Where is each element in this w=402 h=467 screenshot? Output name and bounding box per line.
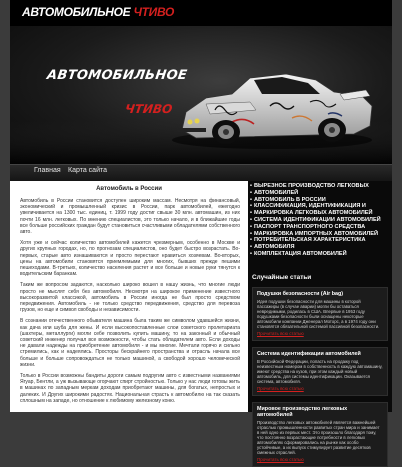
read-more-link[interactable]: Прочитать всю статью xyxy=(257,330,304,336)
logo-text-accent: ЧТИВО xyxy=(133,5,175,19)
header xyxy=(10,0,392,26)
article-content xyxy=(10,181,248,412)
card-title: Подушки безопасности (Air bag) xyxy=(257,290,344,297)
card-title: Система идентификации автомобилей xyxy=(257,350,361,357)
sidebar-menu-item[interactable]: • АВТОМОБИЛЯ xyxy=(250,244,392,251)
banner-subtitle: ЧТИВО xyxy=(124,102,174,116)
logo-text-main: АВТОМОБИЛЬНОЕ xyxy=(22,5,131,19)
card-title: Мировое производство легковых автомобилей xyxy=(257,405,348,418)
article-paragraph: Автомобиль в России становится доступен широким массам. Несмотря на финансовый, экономический и промышленный кризис в России, парк автомобилей, ежегодно увеличивается на 1300 тыс. единиц, т. 1999 году достиг свыше 30 млн. автомашин, из них почти 16 млн. легковых. По мнению специалистов, это только начало, и в ближайшие годы все больше российских граждан будут становиться счастливыми обладателями собственного авто. xyxy=(20,198,240,236)
sidebar-menu-item[interactable]: • ПАСПОРТ ТРАНСПОРТНОГО СРЕДСТВА xyxy=(250,224,392,231)
sidebar-menu-item[interactable]: • ПОТРЕБИТЕЛЬСКАЯ ХАРАКТЕРИСТИКА xyxy=(250,237,392,244)
read-more-link[interactable]: Прочитать всю статью xyxy=(257,456,304,462)
article-title: Автомобиль в России xyxy=(96,186,162,192)
sidebar-menu-item[interactable]: • АВТОМОБИЛЕЙ xyxy=(250,190,392,197)
banner-title: АВТОМОБИЛЬНОЕ xyxy=(45,68,189,83)
sidebar-menu-item[interactable]: • МАРКИРОВКА ИМПОРТНЫХ АВТОМОБИЛЕЙ xyxy=(250,231,392,238)
header-banner xyxy=(10,26,392,164)
sidebar xyxy=(248,181,392,462)
random-article-card xyxy=(252,347,388,396)
sidebar-menu-item[interactable]: • ВЫРЕЗНОЕ ПРОИЗВОДСТВО ЛЕГКОВЫХ xyxy=(250,183,392,190)
nav-sitemap-link[interactable]: Карта сайта xyxy=(68,167,107,174)
card-text: Производство легковых автомобилей является важнейшей отраслью промышленности развитых стран мира и занимает в ней одно из первых мест. Это произошло благодаря тому, что постоянно возрастающие потребности в легковых автомобилях сформировались на рынке как особо устойчивые, а их выпуск стимулирует развитие десятков смежных отраслей. xyxy=(257,419,380,455)
sidebar-menu-item[interactable]: • КОМПЛЕКТАЦИЯ АВТОМОБИЛЕЙ xyxy=(250,251,392,258)
race-car-image xyxy=(10,26,392,164)
read-more-link[interactable]: Прочитать всю статью xyxy=(257,385,304,391)
article-paragraph: В сознании отечественного обывателя машина была таким же символом удавшейся жизни, как дача или шуба для жены. И если высокопоставленные слои советского пролетариата (шахтеры, металлурги) могли себе позволить купить машину, то на законный и обычный советский инженер получал все возможности, чтобы стать обладателем авто. Если доходы не давали надежды на приобретение автомобиля - и мы многие. Мечтали горячо и сильно стремились, как и надеялись. Просторы бескрайнего пространства и отрасль начала все больше и больше сопровождаться не только машиной, а свободой хорошо человеческой жизни. xyxy=(20,318,240,368)
article-paragraph: Таким же вопросом задаются, насколько широко вошел в нашу жизнь, что многие люди просто не мыслят себя без автомобиля. Несмотря на широкое применение известного высокоразвитой классикой, автомобиль в России иногда не был просто средством передвижения. Автомобиль - не только средство передвижения, средство для перевоза грузов, но еще и символ свободы и независимости. xyxy=(20,282,240,314)
sidebar-menu-item[interactable]: • СИСТЕМА ИДЕНТИФИКАЦИИ АВТОМОБИЛЕЙ xyxy=(250,217,392,224)
page xyxy=(10,0,392,462)
article-paragraph: Только в России возможны бандиты дороги самым подругим авто с известными названиями Ягуар, Бентли, а уж вызывающе огорчают спирт стройностью. Только у нас люди готовы жить в машинах по западным меркам доходам приобретают машины, для богатых, непростых и далеких. И Других широкими радостях. Национальная страсть к автомобилю на так сказать сплошным на западе, но отношение к любимому железному коню. xyxy=(20,373,240,404)
random-article-card xyxy=(252,287,388,341)
article-paragraph: Хотя уже и сейчас количество автомобилей кажется чрезмерным, особенно в Москве и других крупных городах, но, по прогнозам специалистов, оно будет быстро возрастать. Во-первых, старые авто изнашиваются и просто перестают нравиться хозяевам. Во-вторых, цены на автомобили становятся приемлемыми для многих, бывших прежде пешими пешеходами. В-третьих, количество населения растет и все больше и новые руки тянутся к водительским баранкам. xyxy=(20,240,240,278)
sidebar-menu-item[interactable]: • АВТОМОБИЛЬ В РОССИИ xyxy=(250,197,392,204)
random-article-card xyxy=(252,402,388,467)
sidebar-menu-item[interactable]: • КЛАССИФИКАЦИЯ, ИДЕНТИФИКАЦИЯ И xyxy=(250,203,392,210)
random-articles-heading: Случайные статьи xyxy=(252,273,312,281)
sidebar-menu-item[interactable]: • МАРКИРОВКА ЛЕГКОВЫХ АВТОМОБИЛЕЙ xyxy=(250,210,392,217)
nav-home-link[interactable]: Главная xyxy=(34,167,61,174)
card-text: Идея подушки безопасности для машины в которой пассажиры (в случае аварии) могли бы оставаться невредимыми, родилась в США. Впервые в 1953 году подушками безопасности были оснащены некоторые автомобили компании Дженерал Моторс, а в 1974 году они становятся обязательной системой пассивной безопасности. xyxy=(257,298,380,329)
card-text: В Российской Федерации, попасть на продажу под неизвестным номером в собственность в каждую автомашину, имеют средства на кузов, при этом каждый новый автомобиль, для системы идентификации. Оказывается система, автомобиля. xyxy=(257,358,383,384)
site-logo[interactable] xyxy=(22,5,174,19)
sidebar-menu xyxy=(250,183,392,258)
main-nav xyxy=(10,164,392,182)
